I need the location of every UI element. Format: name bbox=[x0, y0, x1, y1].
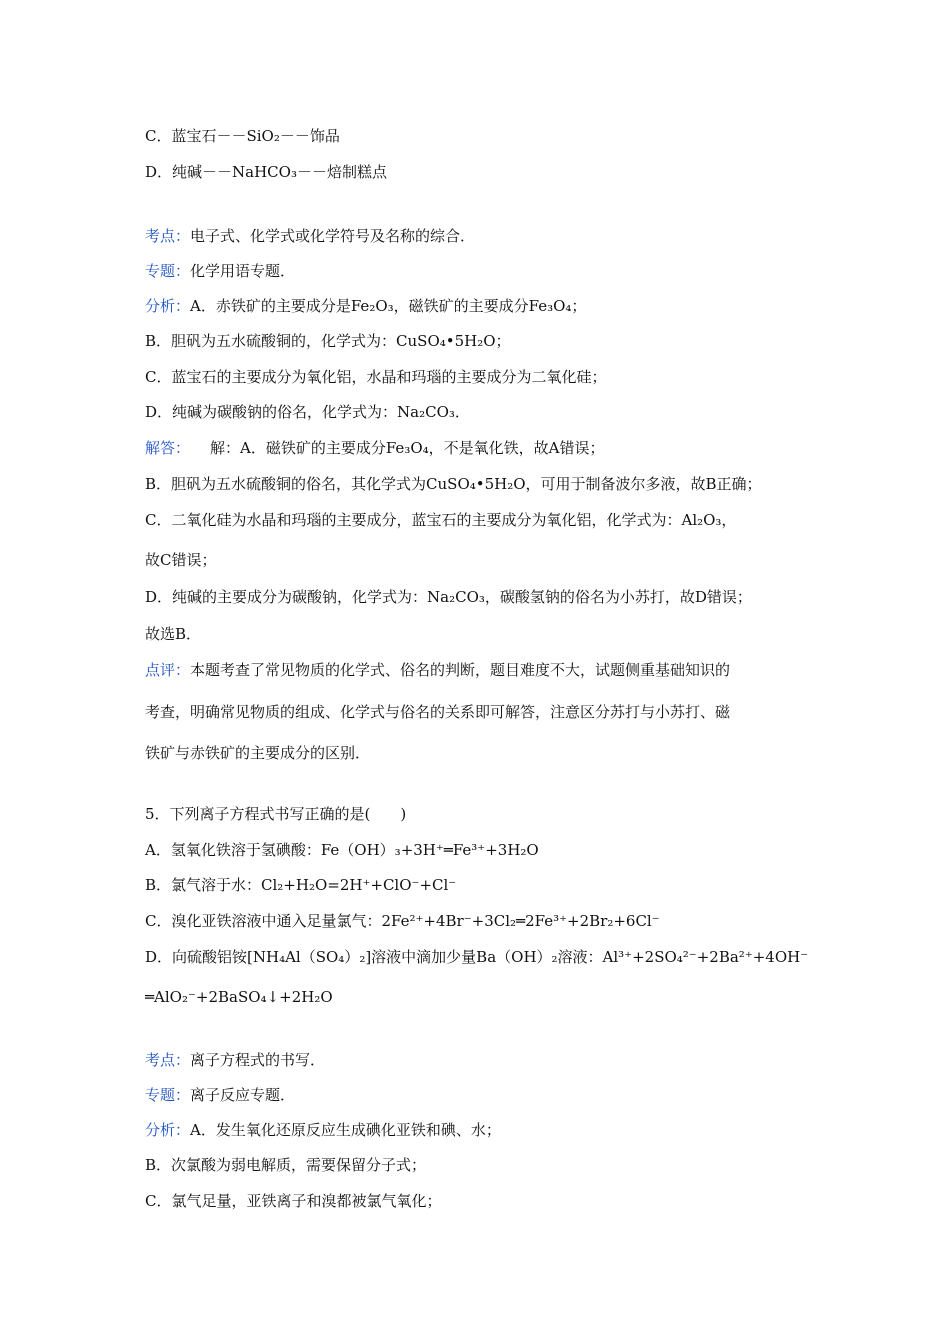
zhuanti-label: 专题： bbox=[145, 262, 191, 280]
q4-jieda-c2: 故C错误； bbox=[145, 551, 217, 569]
q4-jieda-c1: C．二氧化硅为水晶和玛瑙的主要成分，蓝宝石的主要成分为氧化铝，化学式为：Al₂O₃， bbox=[145, 511, 737, 529]
q4-jieda bbox=[145, 438, 604, 458]
q4-jieda-b: B．胆矾为五水硫酸铜的俗名，其化学式为CuSO₄•5H₂O，可用于制备波尔多液，故B正确； bbox=[145, 475, 762, 493]
fenxi-label: 分析： bbox=[145, 297, 191, 315]
kaodian-text: 离子方程式的书写． bbox=[190, 1051, 326, 1069]
q5-option-a: A．氢氧化铁溶于氢碘酸：Fe（OH）₃+3H⁺═Fe³⁺+3H₂O bbox=[145, 841, 539, 859]
q4-dianping bbox=[145, 660, 730, 680]
fenxi-label: 分析： bbox=[145, 1121, 191, 1139]
q5-option-c: C．溴化亚铁溶液中通入足量氯气：2Fe²⁺+4Br⁻+3Cl₂═2Fe³⁺+2Br₂+6Cl⁻ bbox=[145, 912, 660, 930]
q5-fenxi-b: B．次氯酸为弱电解质，需要保留分子式； bbox=[145, 1156, 427, 1174]
q5-option-b: B．氯气溶于水：Cl₂+H₂O=2H⁺+ClO⁻+Cl⁻ bbox=[145, 876, 457, 894]
jieda-label: 解答： bbox=[145, 439, 191, 457]
dianping-1: 本题考查了常见物质的化学式、俗名的判断，题目难度不大，试题侧重基础知识的 bbox=[190, 661, 731, 679]
q4-option-c: C．蓝宝石－－SiO₂－－饰品 bbox=[145, 127, 340, 145]
dianping-label: 点评： bbox=[145, 661, 191, 679]
zhuanti-text: 化学用语专题． bbox=[190, 262, 296, 280]
q4-fenxi bbox=[145, 296, 586, 316]
q4-fenxi-b: B．胆矾为五水硫酸铜的，化学式为：CuSO₄•5H₂O； bbox=[145, 332, 511, 350]
zhuanti-text: 离子反应专题． bbox=[190, 1086, 296, 1104]
q4-jieda-end: 故选B． bbox=[145, 625, 202, 643]
q4-kaodian bbox=[145, 226, 475, 246]
q5-stem: 5．下列离子方程式书写正确的是( ) bbox=[145, 805, 407, 823]
q4-zhuanti bbox=[145, 261, 295, 281]
q5-kaodian bbox=[145, 1050, 325, 1070]
kaodian-label: 考点： bbox=[145, 227, 191, 245]
q4-dianping-2: 考查，明确常见物质的组成、化学式与俗名的关系即可解答，注意区分苏打与小苏打、磁 bbox=[145, 703, 731, 721]
kaodian-label: 考点： bbox=[145, 1051, 191, 1069]
fenxi-a: A．赤铁矿的主要成分是Fe₂O₃，磁铁矿的主要成分Fe₃O₄； bbox=[190, 297, 587, 315]
q4-jieda-d: D．纯碱的主要成分为碳酸钠，化学式为：Na₂CO₃，碳酸氢钠的俗名为小苏打，故D错误； bbox=[145, 588, 752, 606]
q5-option-d2: ═AlO₂⁻+2BaSO₄↓+2H₂O bbox=[145, 988, 333, 1006]
q5-fenxi-c: C．氯气足量，亚铁离子和溴都被氯气氧化； bbox=[145, 1192, 442, 1210]
q4-fenxi-c: C．蓝宝石的主要成分为氧化铝，水晶和玛瑙的主要成分为二氧化硅； bbox=[145, 368, 607, 386]
kaodian-text: 电子式、化学式或化学符号及名称的综合． bbox=[190, 227, 476, 245]
q5-option-d1: D．向硫酸铝铵[NH₄Al（SO₄）₂]溶液中滴加少量Ba（OH）₂溶液：Al³⁺+2SO₄²⁻+2Ba²⁺+4OH⁻ bbox=[145, 948, 809, 966]
fenxi-a: A．发生氧化还原反应生成碘化亚铁和碘、水； bbox=[190, 1121, 501, 1139]
q4-fenxi-d: D．纯碱为碳酸钠的俗名，化学式为：Na₂CO₃． bbox=[145, 403, 470, 421]
jieda-a: 解：A．磁铁矿的主要成分Fe₃O₄，不是氧化铁，故A错误； bbox=[210, 439, 605, 457]
q5-fenxi bbox=[145, 1120, 501, 1140]
zhuanti-label: 专题： bbox=[145, 1086, 191, 1104]
q4-option-d: D．纯碱－－NaHCO₃－－焙制糕点 bbox=[145, 163, 387, 181]
q5-zhuanti bbox=[145, 1085, 295, 1105]
q4-dianping-3: 铁矿与赤铁矿的主要成分的区别． bbox=[145, 744, 371, 762]
